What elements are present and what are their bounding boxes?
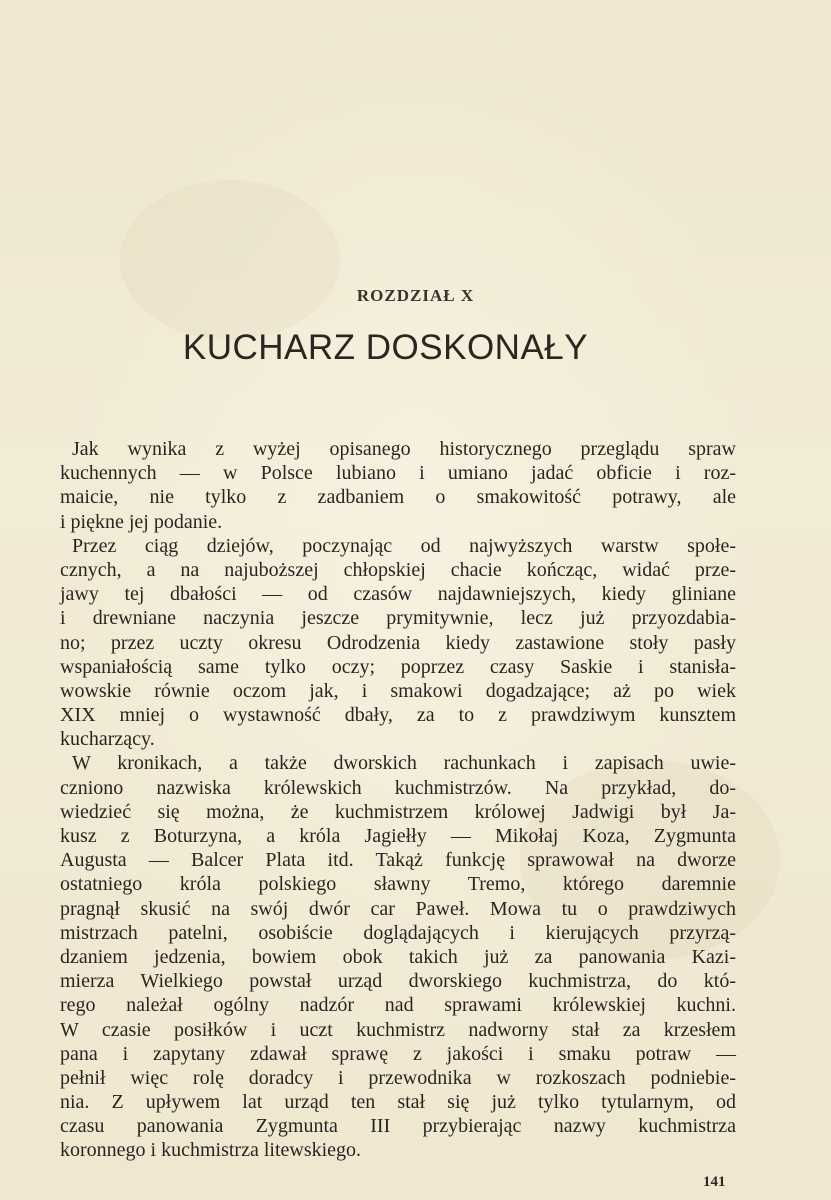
text-line: kuchennych — w Polsce lubiano i umiano jadać obficie i roz- xyxy=(60,462,736,485)
text-line: czniono nazwiska królewskich kuchmistrzów. Na przykład, do- xyxy=(60,776,736,799)
text-line: i drewniane naczynia jeszcze prymitywnie, lecz już przyozdabia- xyxy=(60,607,736,630)
text-line: W kronikach, a także dworskich rachunkach i zapisach uwie- xyxy=(72,752,736,775)
text-line: no; przez uczty okresu Odrodzenia kiedy zastawione stoły pasły xyxy=(60,631,736,654)
text-line: koronnego i kuchmistrza litewskiego. xyxy=(60,1139,362,1162)
text-line: kucharzący. xyxy=(60,728,155,751)
text-line: i piękne jej podanie. xyxy=(60,510,223,533)
text-line: W czasie posiłków i uczt kuchmistrz nadworny stał za krzesłem xyxy=(60,1018,736,1041)
text-line: pragnął skusić na swój dwór car Paweł. Mowa tu o prawdziwych xyxy=(60,897,736,920)
text-line: wspaniałością same tylko oczy; poprzez czasy Saskie i stanisła- xyxy=(60,655,736,678)
text-line: Przez ciąg dziejów, poczynając od najwyższych warstw społe- xyxy=(72,534,736,557)
chapter-label: ROZDZIAŁ X xyxy=(356,286,475,305)
text-line: mierza Wielkiego powstał urząd dworskiego kuchmistrza, do któ- xyxy=(60,970,736,993)
chapter-title: KUCHARZ DOSKONAŁY xyxy=(182,328,589,367)
text-line: XIX mniej o wystawność dbały, za to z prawdziwym kunsztem xyxy=(60,704,736,727)
text-line: ostatniego króla polskiego sławny Tremo, którego daremnie xyxy=(60,873,736,896)
text-line: wiedzieć się można, że kuchmistrzem królowej Jadwigi był Ja- xyxy=(60,800,736,823)
text-line: Augusta — Balcer Plata itd. Takąż funkcję sprawował na dworze xyxy=(60,849,736,872)
paper-stain xyxy=(120,180,340,340)
text-line: pełnił więc rolę doradcy i przewodnika w rozkoszach podniebie- xyxy=(60,1066,736,1089)
text-line: nia. Z upływem lat urząd ten stał się już tylko tytularnym, od xyxy=(60,1091,736,1114)
text-line: jawy tej dbałości — od czasów najdawniejszych, kiedy gliniane xyxy=(60,583,736,606)
page-number: 141 xyxy=(703,1174,726,1190)
text-line: rego należał ogólny nadzór nad sprawami królewskiej kuchni. xyxy=(60,994,736,1017)
text-line: wowskie równie oczom jak, i smakowi dogadzające; aż po wiek xyxy=(60,679,736,702)
text-line: mistrzach patelni, osobiście doglądających i kierujących przyrzą- xyxy=(60,921,736,944)
text-line: cznych, a na najuboższej chłopskiej chacie kończąc, widać prze- xyxy=(60,558,736,581)
text-line: pana i zapytany zdawał sprawę z jakości i smaku potraw — xyxy=(60,1042,736,1065)
text-line: maicie, nie tylko z zadbaniem o smakowitość potrawy, ale xyxy=(60,486,736,509)
text-line: dzaniem jedzenia, bowiem obok takich już za panowania Kazi- xyxy=(60,945,736,968)
text-line: Jak wynika z wyżej opisanego historycznego przeglądu spraw xyxy=(72,438,736,460)
text-line: czasu panowania Zygmunta III przybierając nazwy kuchmistrza xyxy=(60,1115,736,1138)
body-text xyxy=(60,437,736,1163)
text-line: kusz z Boturzyna, a króla Jagiełły — Mikołaj Koza, Zygmunta xyxy=(60,825,736,847)
